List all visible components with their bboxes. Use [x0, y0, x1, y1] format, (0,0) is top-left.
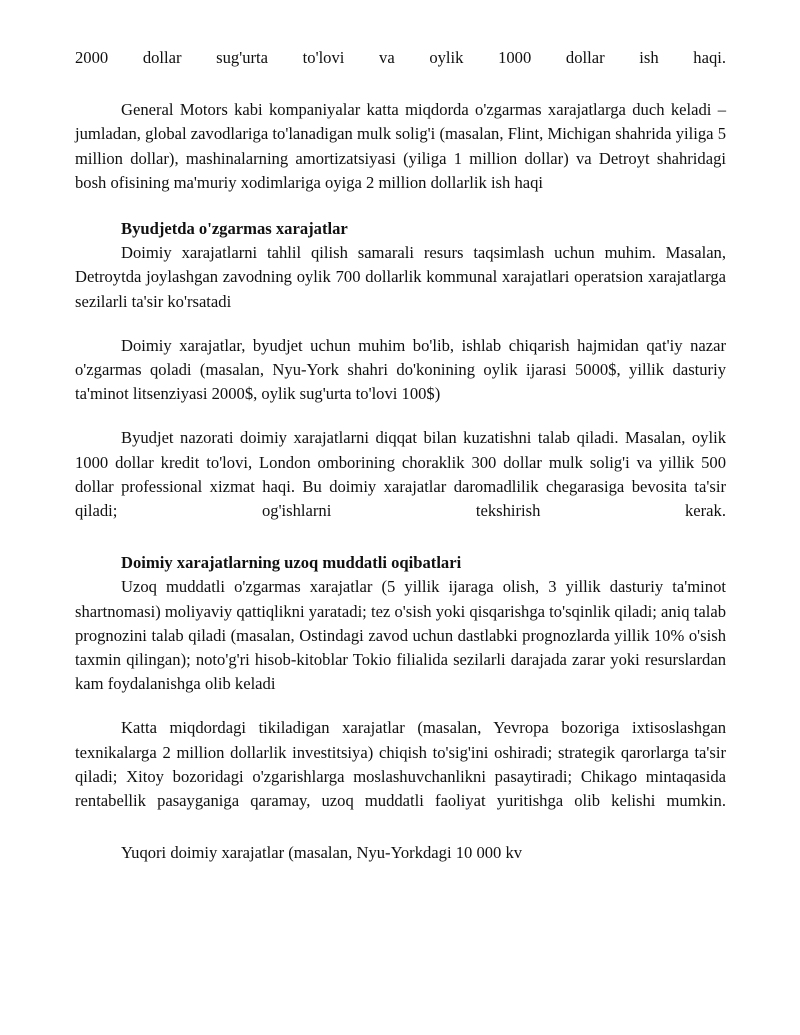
document-page [75, 46, 726, 865]
paragraph-general-motors: General Motors kabi kompaniyalar katta miqdorda o'zgarmas xarajatlarga duch keladi – jumladan, global zavodlariga to'lanadigan mulk solig'i (masalan, Flint, Michigan shahrida yiligа 5 million dollar), mashinalarning amortizatsiyasi (yiliga 1 million dollar) va Detroyt shahridagi bosh ofisining ma'muriy xodimlariga oyiga 2 million dollarlik ish haqi [75, 100, 726, 192]
paragraph-high-fixed-costs: Yuqori doimiy xarajatlar (masalan, Nyu-Yorkdagi 10 000 kv [121, 843, 523, 863]
paragraph-sunk-costs: Katta miqdordagi tikiladigan xarajatlar (masalan, Yevropa bozoriga ixtisoslashgan texnikalarga 2 million dollarlik investitsiya) chiqish to'sig'ini oshiradi; strategik qarorlarga ta'sir qiladi; Xitoy bozoridagi o'zgarishlarga moslashuvchanlikni pasaytiradi; Chikago mintaqasida rentabellik pasayganiga qaramay, uzoq muddatli faoliyat yuritishga olib kelishi mumkin. [75, 718, 726, 811]
paragraph-budget-fixed: Doimiy xarajatlar, byudjet uchun muhim bo'lib, ishlab chiqarish hajmidan qat'iy nazar o'zgarmas qoladi (masalan, Nyu-York shahri do'konining oylik ijarasi 5000$, yillik dasturiy ta'minot litsenziyasi 2000$, oylik sug'urta to'lovi 100$) [75, 335, 726, 404]
heading-budget-fixed-costs: Byudjetda o'zgarmas xarajatlar [121, 219, 348, 239]
heading-long-term-consequences: Doimiy xarajatlarning uzoq muddatli oqibatlari [121, 553, 462, 573]
paragraph-budget-control: Byudjet nazorati doimiy xarajatlarni diqqat bilan kuzatishni talab qiladi. Masalan, oylik 1000 dollar kredit to'lovi, London omborining choraklik 300 dollar mulk solig'i va yillik 500 dollar professional xizmat haqi. Bu doimiy xarajatlar daromadlilik chegarasiga bevosita ta'sir qiladi; og'ishlarni tekshirish kerak. [75, 428, 726, 521]
paragraph-long-term-fixed: Uzoq muddatli o'zgarmas xarajatlar (5 yillik ijaraga olish, 3 yillik dasturiy ta'minot shartnomasi) moliyaviy qattiqlikni yaratadi; tez o'sish yoki qisqarishga to'sqinlik qiladi; aniq talab prognozini talab qiladi (masalan, Ostindagi zavod uchun dastlabki prognozlarda yillik 10% o'sish taxmin qilingan); noto'g'ri hisob-kitoblar Tokio filialida sezilarli darajada zarar yoki resurslardan kam foydalanishga olib keladi [75, 577, 726, 694]
continuation-line: 2000 dollar sug'urta to'lovi va oylik 1000 dollar ish haqi. [75, 48, 726, 67]
paragraph-budget-analysis: Doimiy xarajatlarni tahlil qilish samarali resurs taqsimlash uchun muhim. Masalan, Detroytda joylashgan zavodning oylik 700 dollarlik kommunal xarajatlari operatsion xarajatlarga sezilarli ta'sir ko'rsatadi [75, 243, 726, 311]
